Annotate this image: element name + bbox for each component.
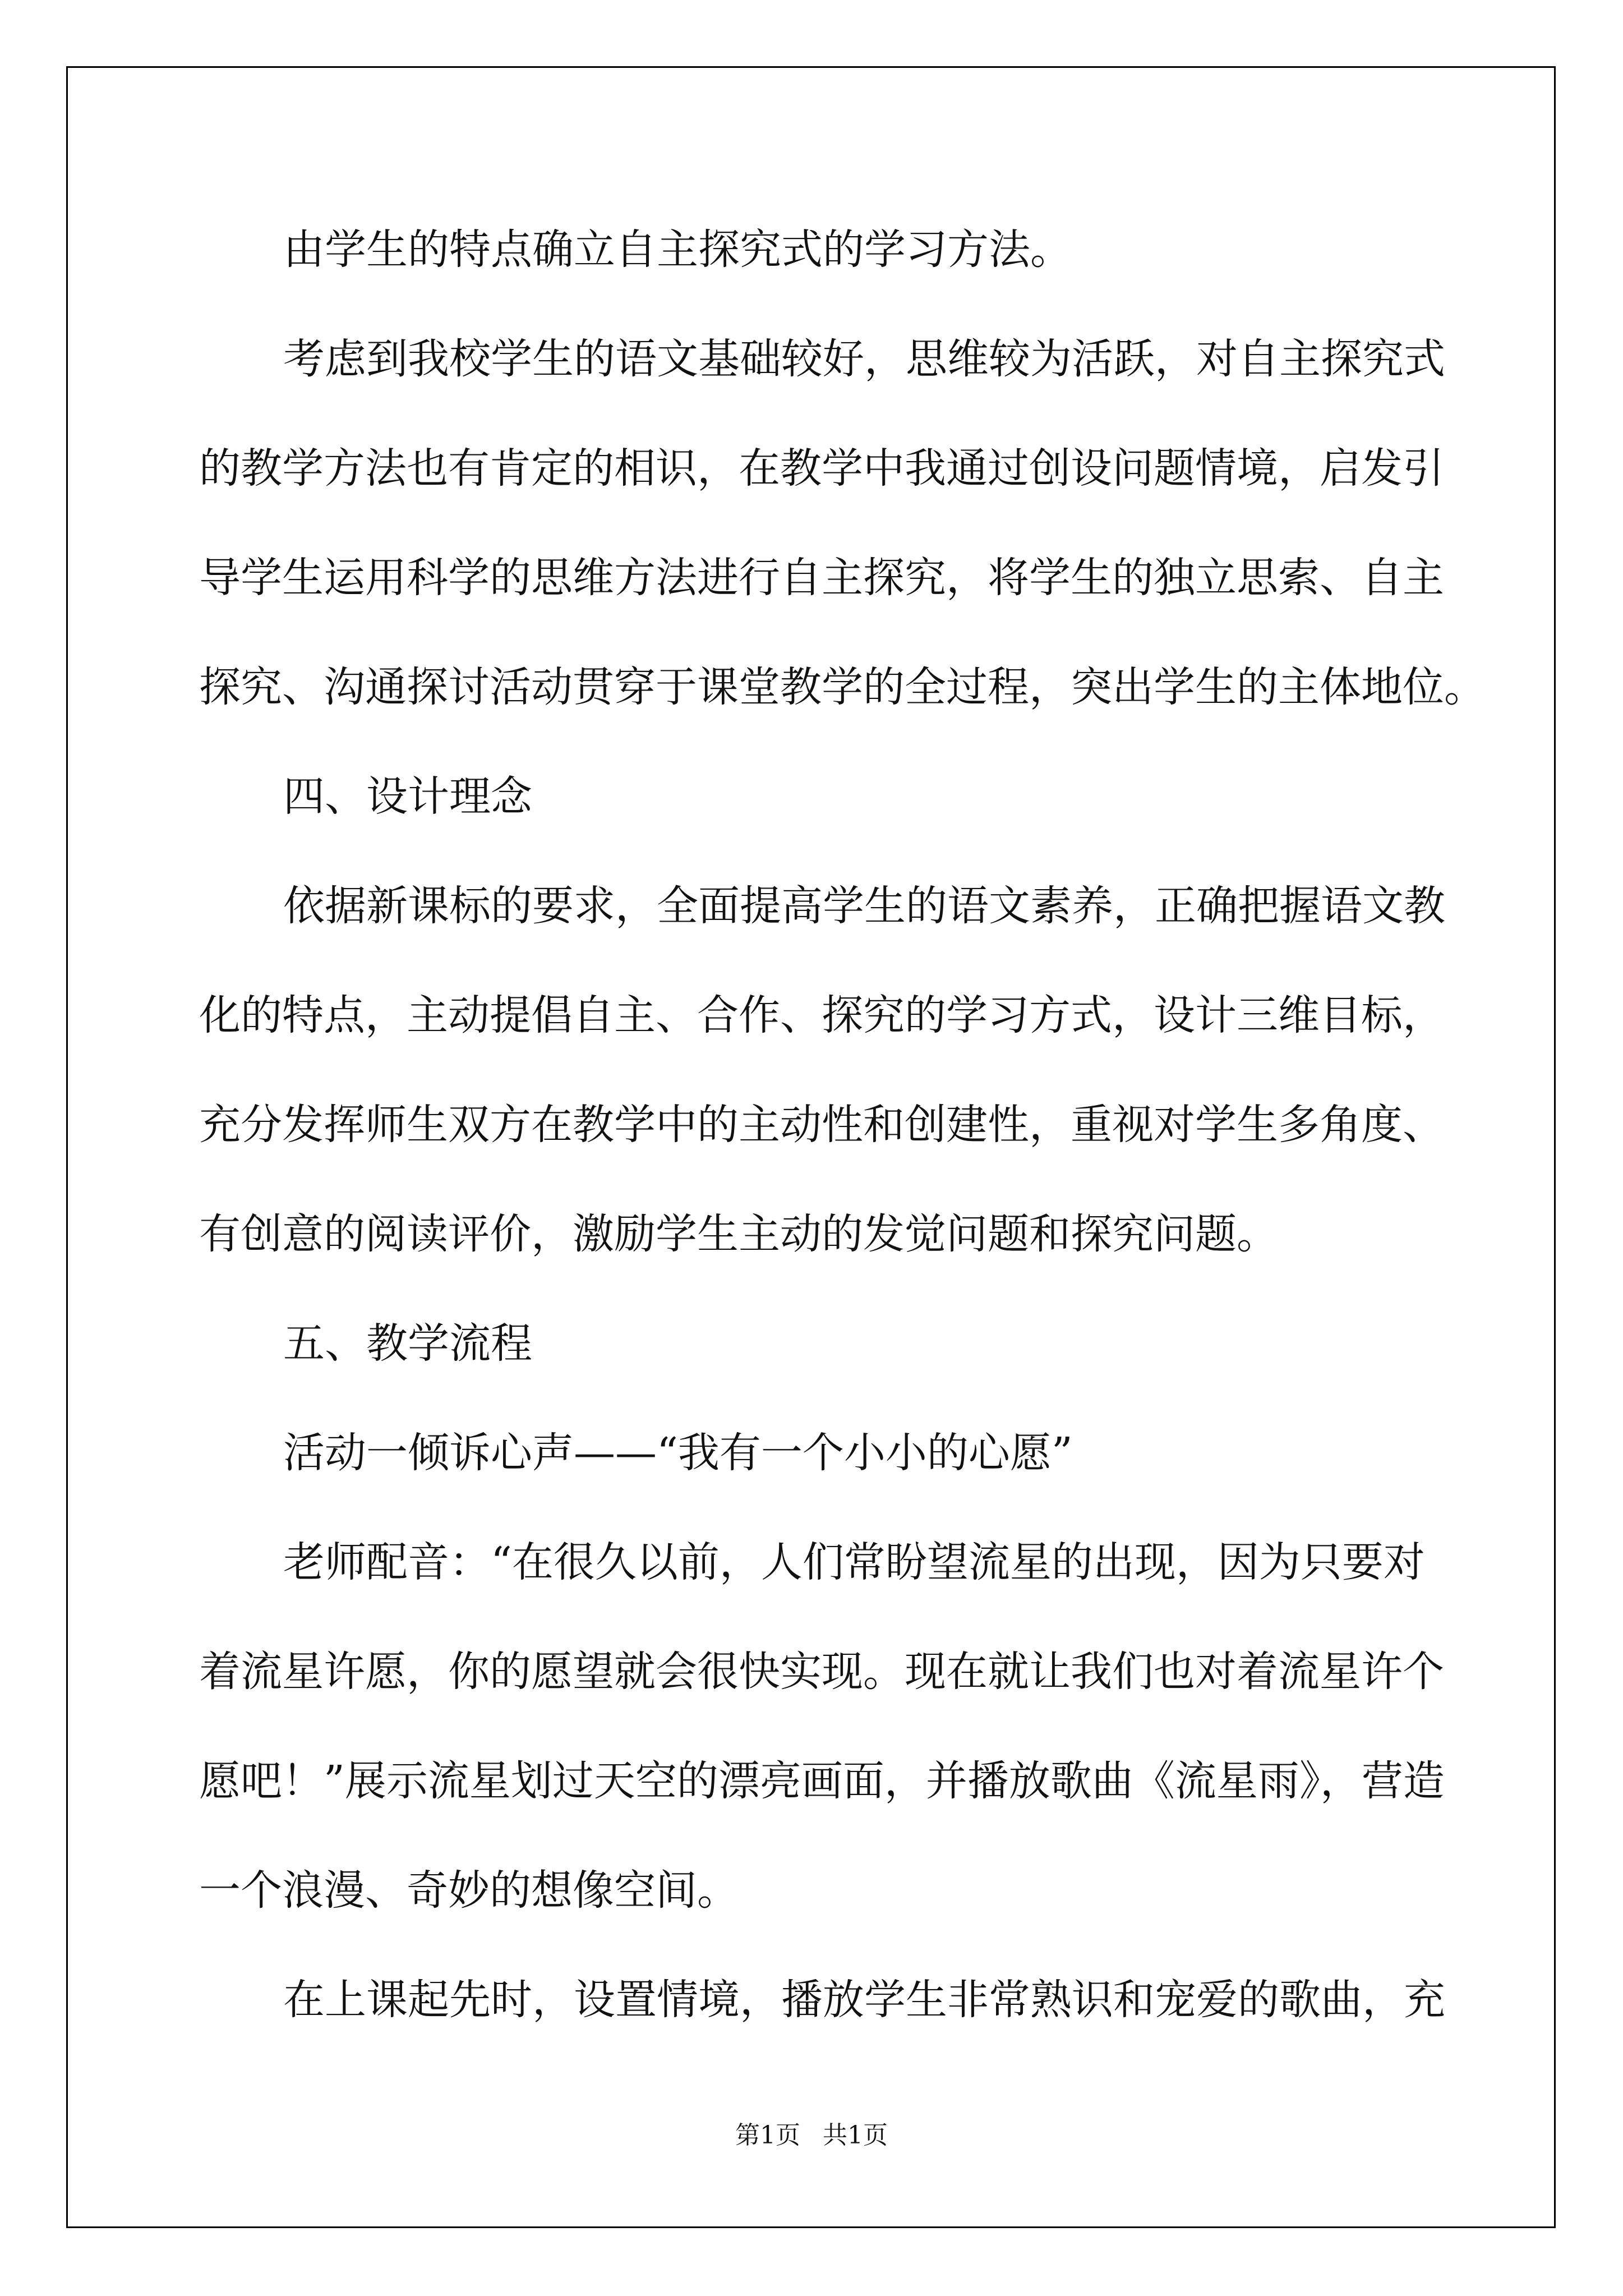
body-line: 着流星许愿，你的愿望就会很快实现。现在就让我们也对着流星许个 [199, 1648, 1444, 1696]
body-line: 愿吧！”展示流星划过天空的漂亮画面，并播放歌曲《流星雨》，营造 [199, 1757, 1445, 1805]
section-heading: 五、教学流程 [283, 1319, 532, 1368]
body-line: 由学生的特点确立自主探究式的学习方法。 [283, 226, 1072, 274]
body-line: 依据新课标的要求，全面提高学生的语文素养，正确把握语文教 [283, 882, 1445, 930]
page-number: 第1页 [735, 2121, 800, 2150]
page-total: 共1页 [823, 2121, 888, 2150]
body-line: 活动一倾诉心声——“我有一个小小的心愿” [283, 1429, 1073, 1477]
body-line: 考虑到我校学生的语文基础较好，思维较为活跃，对自主探究式 [283, 335, 1445, 383]
body-line: 的教学方法也有肯定的相识，在教学中我通过创设问题情境，启发引 [199, 444, 1444, 493]
body-line: 老师配音：“在很久以前，人们常盼望流星的出现，因为只要对 [283, 1538, 1425, 1586]
body-line: 在上课起先时，设置情境，播放学生非常熟识和宠爱的歌曲，充 [283, 1976, 1445, 2024]
body-line: 化的特点，主动提倡自主、合作、探究的学习方式，设计三维目标， [199, 991, 1444, 1039]
body-line: 探究、沟通探讨活动贯穿于课堂教学的全过程，突出学生的主体地位。 [199, 663, 1486, 711]
body-line: 一个浪漫、奇妙的想像空间。 [199, 1866, 739, 1915]
body-line: 导学生运用科学的思维方法进行自主探究，将学生的独立思索、自主 [199, 554, 1444, 602]
page-footer [0, 2115, 1623, 2151]
body-line: 充分发挥师生双方在教学中的主动性和创建性，重视对学生多角度、 [199, 1101, 1444, 1149]
body-line: 有创意的阅读评价，激励学生主动的发觉问题和探究问题。 [199, 1210, 1278, 1258]
section-heading: 四、设计理念 [283, 772, 532, 821]
